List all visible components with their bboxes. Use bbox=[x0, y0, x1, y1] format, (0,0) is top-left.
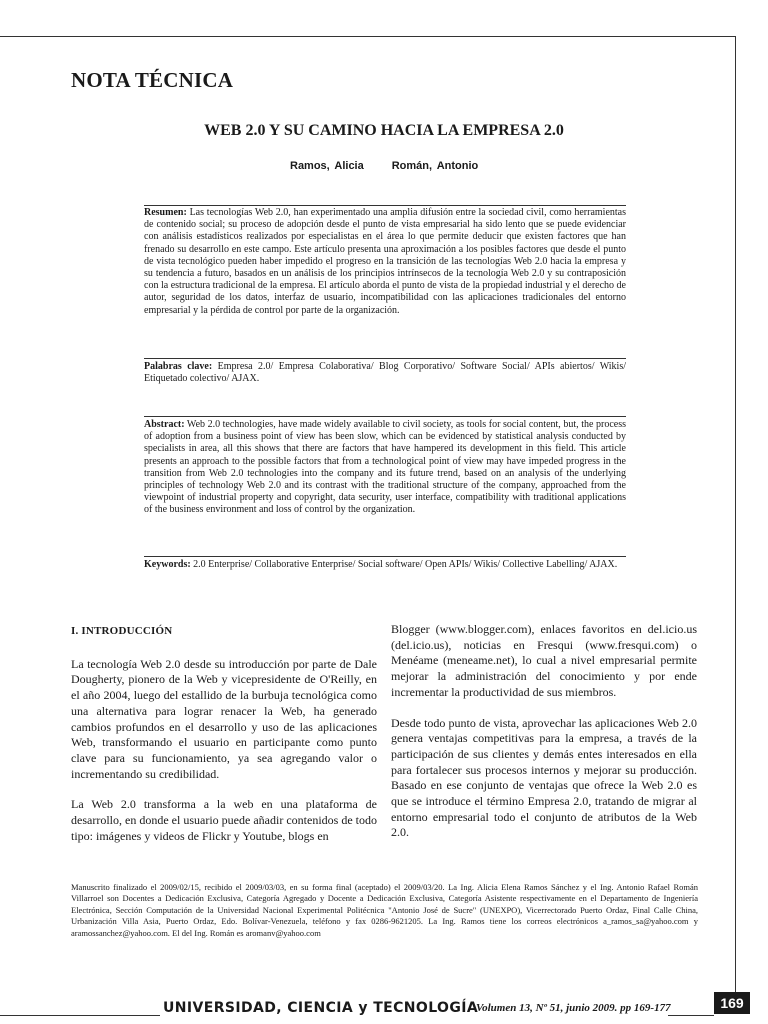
resumen-text: Las tecnologías Web 2.0, han experimentado una amplia difusión entre la sociedad civil, como herramientas de contenido social; su proceso de adopción desde el punto de vista empresarial ha sido lento que se puede evidenciar con análisis estadísticos realizados por especialistas en el área lo que permite deducir que existen factores que han frenado su desarrollo en este campo. Este artículo presenta una aproximación a los posibles factores que desde el punto de vista tecnológico pueden haber impedido el progreso en la transición de las tecnologías Web 2.0 hacia la empresa y su tendencia a futuro, basados en un análisis de los principios intrínsecos de la tecnología Web 2.0 y su contraposición con la estructura tradicional de la empresa. El artículo aborda el punto de vista de la propiedad industrial y el derecho de autor, seguridad de los datos, interfaz de usuario, incompatibilidad con las aplicaciones tradicionales del entorno empresarial y la pérdida de control por parte de la organización. bbox=[144, 207, 626, 316]
abstract-text: Web 2.0 technologies, have made widely available to civil society, as tools for social content, but, the process of adoption from a business point of view has been slow, which can be evidenced by statistical analysis conducted by specialists in area, all this shows that there are factors that have hampered its development in this field. This article presents an approach to the possible factors that from a technological point of view may have impeded progress in the transition from Web 2.0 technologies into the company and its future trend, based on an analysis of the underlying principles of technology Web 2.0 and its contrast with the traditional structure of the company, approached from the viewpoint of industrial property and copyright, data security, user interface, compatibility with traditional applications of the business environment and loss of control by the organization. bbox=[144, 419, 626, 516]
keywords-text: 2.0 Enterprise/ Collaborative Enterprise/ Social software/ Open APIs/ Wikis/ Collective Labelling/ AJAX. bbox=[190, 559, 618, 570]
footnote: Manuscrito finalizado el 2009/02/15, recibido el 2009/03/03, en su forma final (aceptado) el 2009/03/20. La Ing. Alicia Elena Ramos Sánchez y el Ing. Antonio Rafael Román Villarroel son Docentes a Dedicación Exclusiva, Categoría Agregado y Docente a Dedicación Exclusiva, Categoría Asistente respectivamente en el Departamento de Ingeniería Electrónica, Sección Computación de la Universidad Nacional Experimental Politécnica "Antonio José de Sucre" (UNEXPO), Vicerrectorado Puerto Ordaz, Final Calle China, Urbanización Villa Asia, Puerto Ordaz, Edo. Bolívar-Venezuela, teléfono y fax 0286-9621205. La Ing. Ramos tiene los correos electrónicos a_ramos_sa@yahoo.com y aramossanchez@yahoo.com. El del Ing. Román es aromanv@yahoo.com bbox=[71, 882, 698, 938]
volume-info: Volumen 13, Nº 51, junio 2009. pp 169-177 bbox=[476, 1002, 671, 1014]
section-label: NOTA TÉCNICA bbox=[71, 68, 234, 92]
authors bbox=[290, 160, 478, 172]
palabras-clave-text: Empresa 2.0/ Empresa Colaborativa/ Blog Corporativo/ Software Social/ APIs abiertos/ Wikis/ Etiquetado colectivo/ AJAX. bbox=[144, 361, 627, 385]
author-2: Román, Antonio bbox=[391, 160, 479, 172]
footer-rule-left bbox=[0, 1015, 160, 1016]
top-rule bbox=[0, 36, 736, 37]
intro-heading: I. INTRODUCCIÓN bbox=[71, 625, 173, 637]
right-paragraph-2: Desde todo punto de vista, aprovechar las aplicaciones Web 2.0 genera ventajas competitivas para la empresa, a través de la participación de sus clientes y demás entes interesados en ella para fortalecer sus procesos internos y mejorar su producción. Basado en ese conjunto de ventajas que ofrece la Web 2.0 es que se introduce el término Empresa 2.0, tratando de migrar al entorno empresarial todo el conjunto de atributos de la Web 2.0. bbox=[391, 715, 697, 840]
left-column bbox=[71, 624, 377, 859]
palabras-clave-label: Palabras clave: bbox=[144, 361, 213, 372]
left-paragraph-2: La Web 2.0 transforma a la web en una plataforma de desarrollo, en donde el usuario puede añadir contenidos de todo tipo: imágenes y videos de Flickr y Youtube, blogs en bbox=[71, 797, 377, 843]
keywords-label: Keywords: bbox=[144, 559, 191, 570]
left-paragraph-1: La tecnología Web 2.0 desde su introducción por parte de Dale Dougherty, pionero de la Web y vicepresidente de O'Reilly, en el año 2004, luego del estallido de la burbuja tecnológica como una alternativa para lograr renacer la Web, ha generado cambios profundos en el desarrollo y uso de las aplicaciones Web, transformando el usuario en participante como punto clave para su funcionamiento, ya sea agregando valor o incrementando su credibilidad. bbox=[71, 656, 377, 781]
right-column bbox=[391, 622, 697, 856]
footer-rule-right bbox=[668, 1015, 714, 1016]
abstract-top-rule bbox=[144, 416, 626, 417]
journal-name: UNIVERSIDAD, CIENCIA y TECNOLOGÍA bbox=[163, 1000, 479, 1016]
palabras-clave-block bbox=[144, 361, 626, 385]
article-title: WEB 2.0 Y SU CAMINO HACIA LA EMPRESA 2.0 bbox=[204, 122, 564, 139]
keywords-es-top-rule bbox=[144, 358, 626, 359]
keywords-block bbox=[144, 559, 626, 571]
author-1: Ramos, Alicia bbox=[290, 160, 364, 172]
right-paragraph-1: Blogger (www.blogger.com), enlaces favoritos en del.icio.us (del.icio.us), noticias en Fresqui (www.fresqui.com) o Menéame (meneame.net), lo cual a nivel empresarial permite mejorar la administración del conocimiento y por ende incrementar la productividad de sus miembros. bbox=[391, 622, 697, 699]
abstract-block bbox=[144, 419, 626, 517]
resumen-label: Resumen: bbox=[144, 207, 187, 218]
resumen-top-rule bbox=[144, 205, 626, 206]
keywords-en-top-rule bbox=[144, 556, 626, 557]
page-number: 169 bbox=[714, 992, 750, 1014]
right-rule bbox=[735, 36, 736, 1008]
abstract-label: Abstract: bbox=[144, 419, 185, 430]
resumen-block bbox=[144, 207, 626, 317]
